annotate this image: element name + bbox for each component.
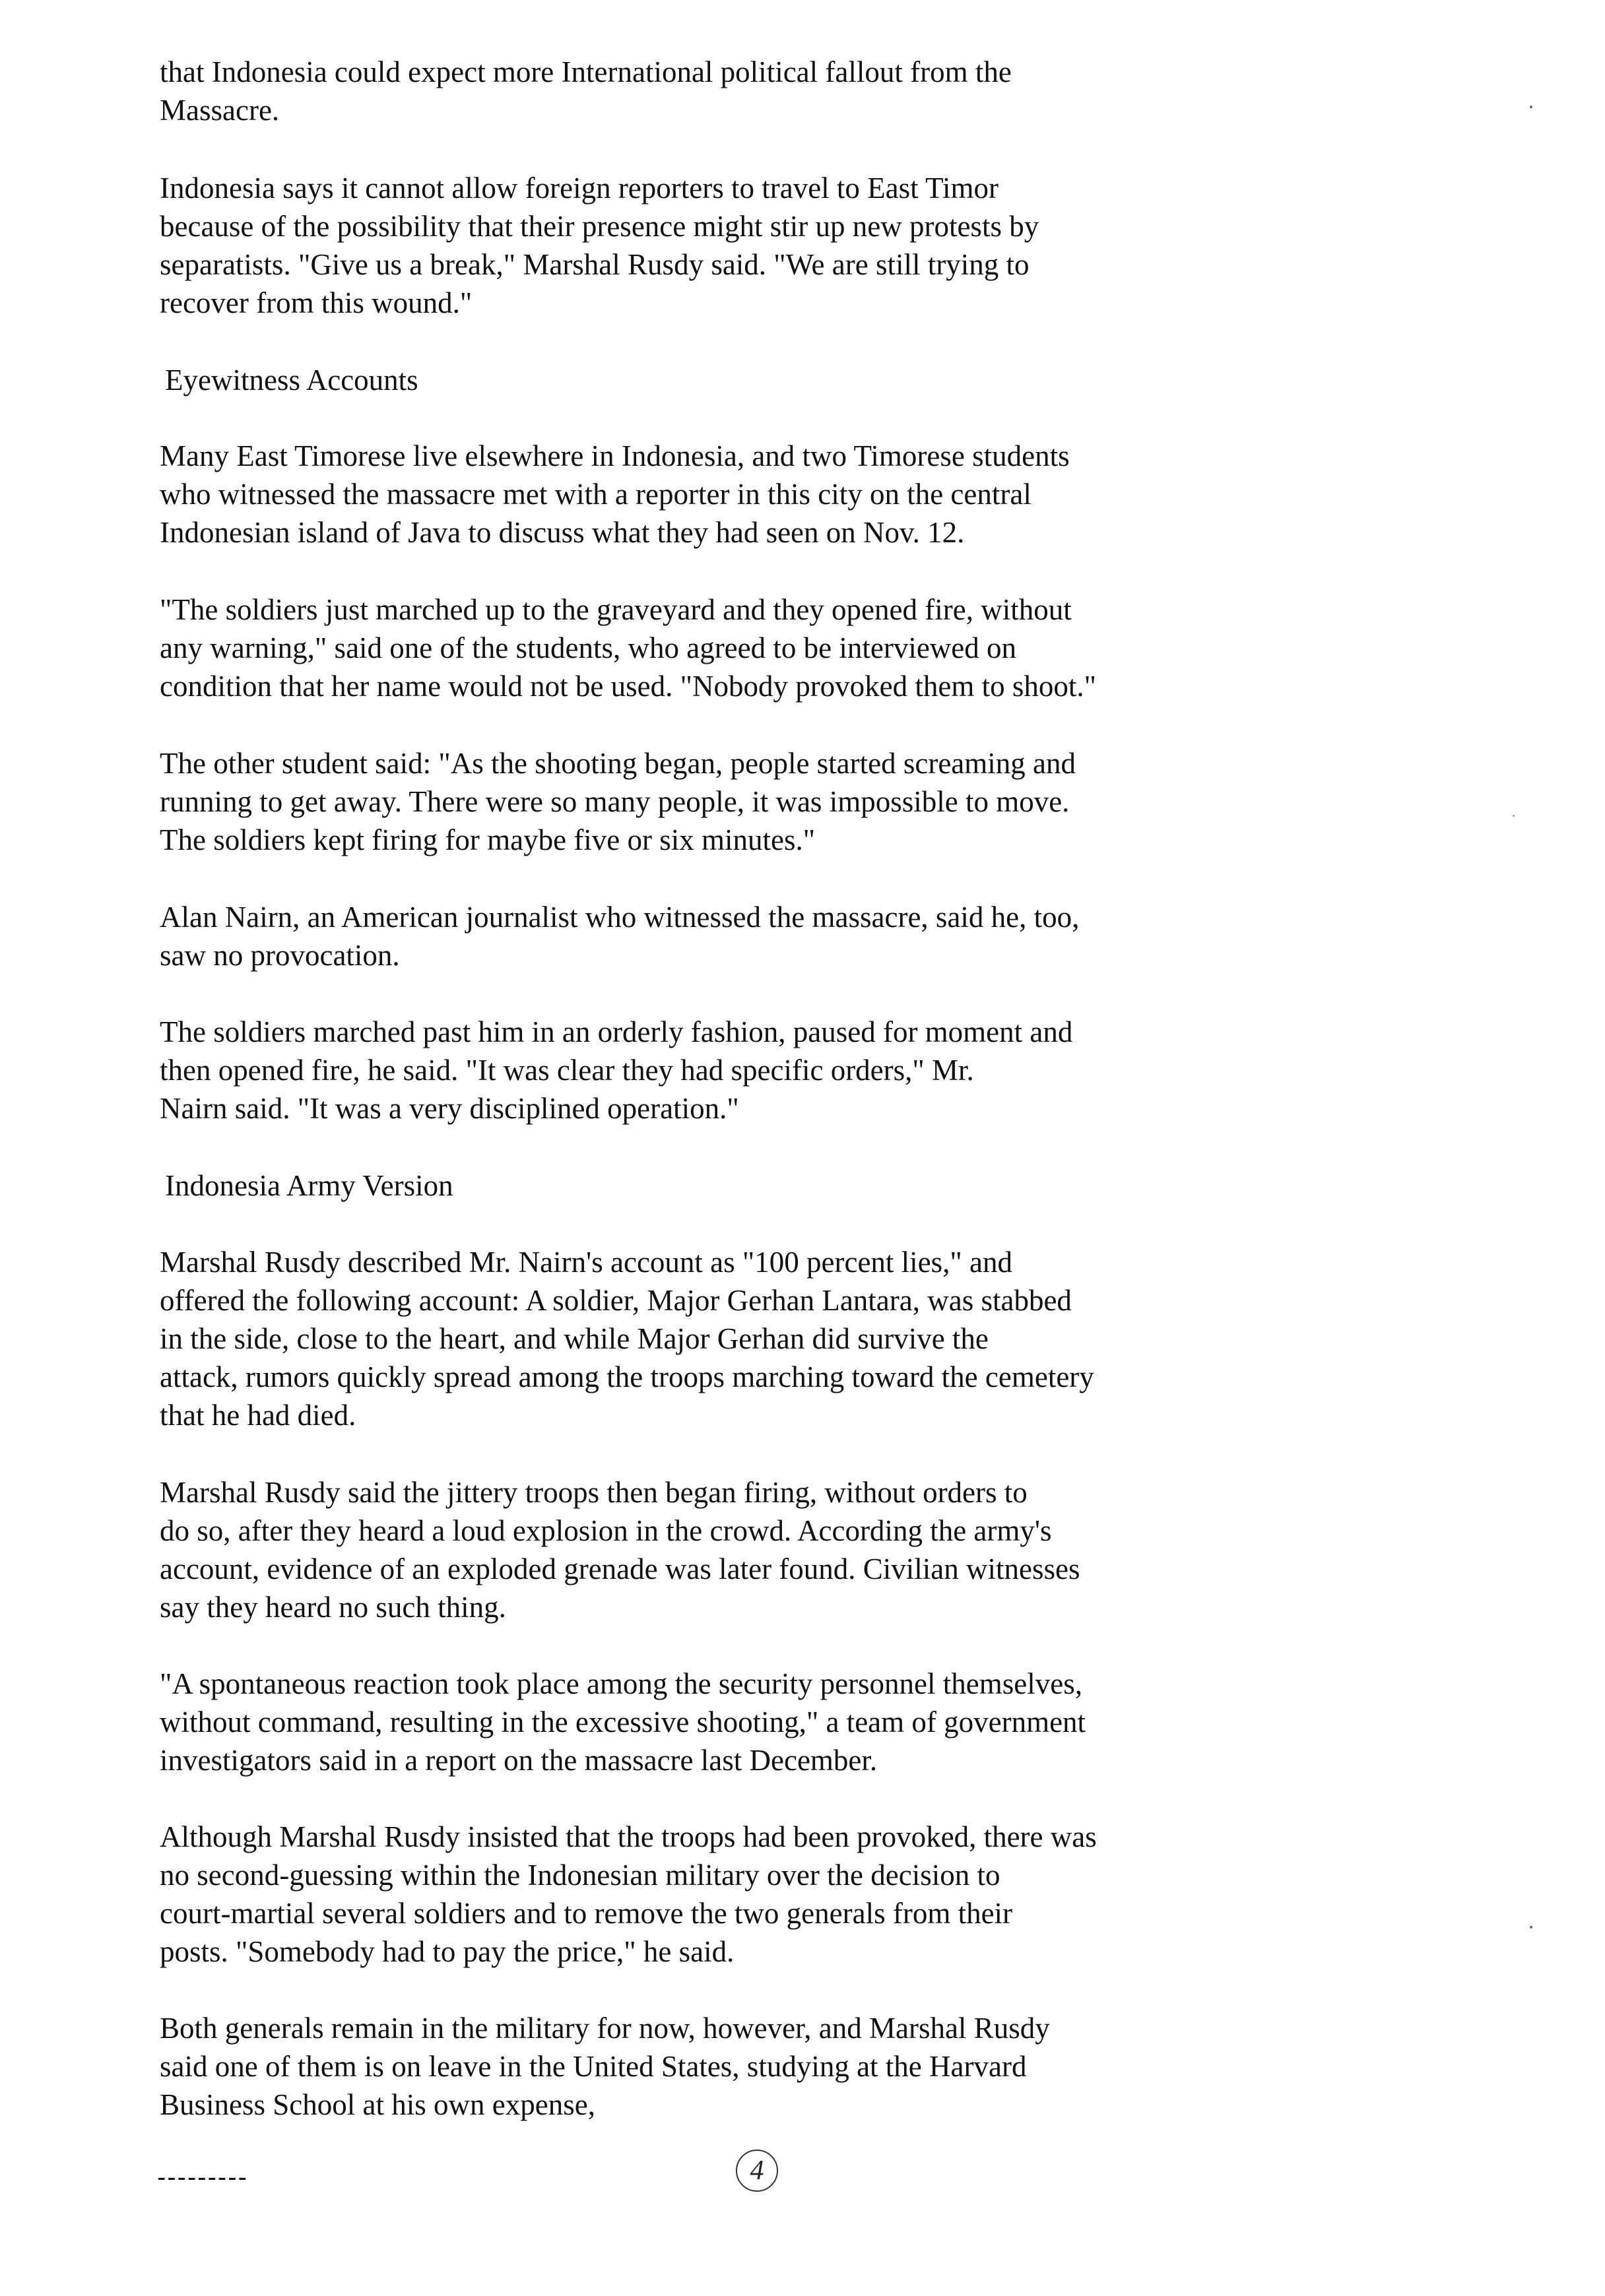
text-line: Indonesia says it cannot allow foreign reporters to travel to East Timor	[160, 172, 999, 205]
text-line: running to get away. There were so many people, it was impossible to move.	[160, 785, 1070, 818]
text-line: saw no provocation.	[160, 939, 400, 972]
text-line: that he had died.	[160, 1399, 356, 1432]
paragraph	[160, 744, 1334, 859]
text-line: that Indonesia could expect more International political fallout from the	[160, 55, 1012, 88]
text-line: Although Marshal Rusdy insisted that the troops had been provoked, there was	[160, 1820, 1097, 1853]
text-line: The soldiers marched past him in an orderly fashion, paused for moment and	[160, 1015, 1073, 1048]
text-line: Indonesian island of Java to discuss what they had seen on Nov. 12.	[160, 516, 965, 549]
text-line: Both generals remain in the military for now, however, and Marshal Rusdy	[160, 2012, 1050, 2045]
paragraph	[160, 590, 1334, 705]
paragraph	[160, 1665, 1334, 1779]
text-line: court-martial several soldiers and to remove the two generals from their	[160, 1897, 1013, 1930]
text-line: without command, resulting in the excessive shooting," a team of government	[160, 1706, 1086, 1738]
text-line: because of the possibility that their presence might stir up new protests by	[160, 210, 1039, 243]
scan-speck	[1513, 815, 1515, 817]
text-line: any warning," said one of the students, who agreed to be interviewed on	[160, 631, 1017, 664]
section-heading: Eyewitness Accounts	[165, 364, 418, 397]
paragraph	[160, 1818, 1334, 1971]
text-line: Marshal Rusdy said the jittery troops then began firing, without orders to	[160, 1476, 1028, 1509]
text-line: recover from this wound."	[160, 286, 473, 319]
paragraph	[160, 1243, 1334, 1434]
text-line: then opened fire, he said. "It was clear they had specific orders," Mr.	[160, 1054, 974, 1087]
text-line: Massacre.	[160, 94, 280, 127]
text-line: investigators said in a report on the massacre last December.	[160, 1744, 878, 1777]
paragraph	[160, 1473, 1334, 1626]
footer-rule: ---------	[157, 2163, 248, 2192]
paragraph	[160, 53, 1334, 129]
paragraph	[160, 437, 1334, 552]
text-line: who witnessed the massacre met with a reporter in this city on the central	[160, 478, 1032, 511]
text-line: Alan Nairn, an American journalist who witnessed the massacre, said he, too,	[160, 901, 1080, 934]
text-line: no second-guessing within the Indonesian military over the decision to	[160, 1859, 1000, 1892]
text-line: Nairn said. "It was a very disciplined operation."	[160, 1092, 739, 1125]
text-line: do so, after they heard a loud explosion in the crowd. According the army's	[160, 1514, 1052, 1547]
text-line: say they heard no such thing.	[160, 1591, 506, 1624]
text-line: offered the following account: A soldier, Major Gerhan Lantara, was stabbed	[160, 1284, 1072, 1317]
scan-speck	[1530, 1926, 1532, 1929]
text-line: The soldiers kept firing for maybe five or six minutes."	[160, 823, 816, 856]
scan-speck	[1530, 106, 1532, 108]
text-line: account, evidence of an exploded grenade was later found. Civilian witnesses	[160, 1552, 1080, 1585]
text-line: condition that her name would not be used. "Nobody provoked them to shoot."	[160, 670, 1097, 703]
text-line: Many East Timorese live elsewhere in Indonesia, and two Timorese students	[160, 439, 1070, 472]
text-line: "A spontaneous reaction took place among the security personnel themselves,	[160, 1667, 1082, 1700]
text-line: posts. "Somebody had to pay the price," he said.	[160, 1935, 735, 1968]
paragraph	[160, 169, 1334, 322]
text-line: said one of them is on leave in the United States, studying at the Harvard	[160, 2050, 1027, 2083]
text-line: separatists. "Give us a break," Marshal Rusdy said. "We are still trying to	[160, 248, 1030, 281]
text-line: in the side, close to the heart, and while Major Gerhan did survive the	[160, 1322, 989, 1355]
paragraph	[160, 2009, 1334, 2124]
text-line: The other student said: "As the shooting began, people started screaming and	[160, 747, 1076, 780]
page-number: 4	[736, 2150, 778, 2192]
text-line: attack, rumors quickly spread among the troops marching toward the cemetery	[160, 1360, 1094, 1393]
text-line: Business School at his own expense,	[160, 2088, 595, 2121]
paragraph	[160, 898, 1334, 974]
text-line: "The soldiers just marched up to the graveyard and they opened fire, without	[160, 593, 1072, 626]
section-heading: Indonesia Army Version	[165, 1169, 453, 1202]
text-line: Marshal Rusdy described Mr. Nairn's account as "100 percent lies," and	[160, 1246, 1013, 1279]
paragraph	[160, 1013, 1334, 1128]
